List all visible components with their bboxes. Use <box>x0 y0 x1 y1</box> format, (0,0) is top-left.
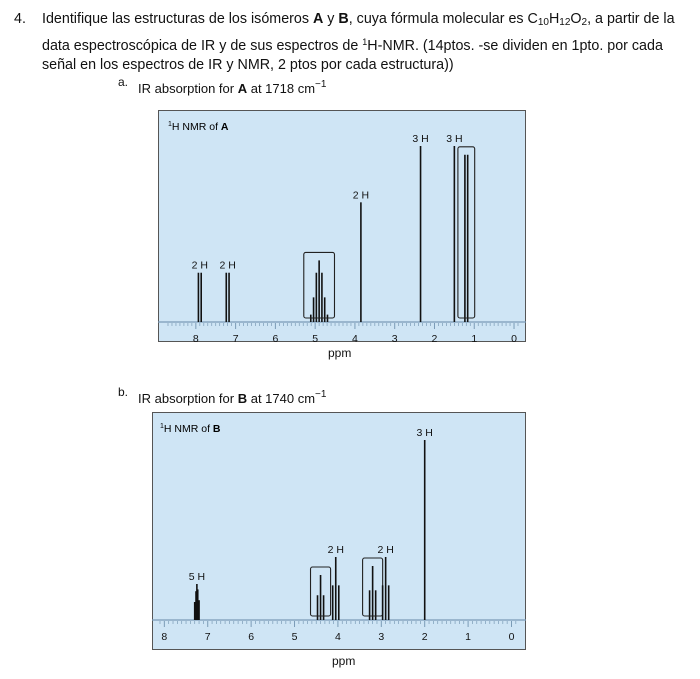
part-a-letter: a. <box>118 75 129 89</box>
tick-label: 3 <box>378 631 385 643</box>
integration-label: 2 H <box>352 189 370 202</box>
plot-b-title: $^1$H NMR of B <box>160 423 221 435</box>
part-b-letter: b. <box>118 385 129 399</box>
tick-label: 5 <box>291 631 298 643</box>
tick-label: 0 <box>508 631 515 643</box>
integration-label: 5 H <box>188 571 206 583</box>
question-number: 4. <box>14 11 26 27</box>
tick-label: 2 <box>421 631 428 643</box>
tick-label: 5 <box>312 333 319 342</box>
tick-label: 1 <box>465 631 472 643</box>
part-a-ir-text: IR absorption for A at 1718 $cm^{-1}$ <box>138 79 327 96</box>
integration-label: 2 H <box>377 544 394 556</box>
tick-label: 2 <box>431 333 438 342</box>
tick-label: 0 <box>511 333 517 342</box>
tick-label: 3 <box>391 333 398 342</box>
plot-a-xlabel: ppm <box>328 346 352 360</box>
question-text: Identifique las estructuras de los isómeros A y B, cuya fórmula molecular es $C_{10}H_{12}O_2$, a partir de la data espectroscópica de IR y de sus espectros de $^1$H-NMR. (14ptos. -se dividen en 1pto. por cada señal en los espectros de IR y NMR, 2 ptos por cada estructura)) <box>42 11 675 73</box>
integration-label: 3 H <box>412 133 429 145</box>
nmr-spectrum-a <box>158 110 526 360</box>
plot-a-background <box>159 111 526 342</box>
part-b-ir-text: IR absorption for B at 1740 $cm^{-1}$ <box>138 389 327 406</box>
integration-label: 2 H <box>191 259 208 272</box>
tick-label: 7 <box>232 333 239 342</box>
integration-label: 3 H <box>446 133 463 145</box>
nmr-plot-a <box>158 110 526 342</box>
plot-b-xlabel: ppm <box>332 654 356 668</box>
integration-label: 2 H <box>219 259 236 272</box>
nmr-spectrum-b <box>152 412 526 668</box>
tick-label: 8 <box>192 333 199 342</box>
tick-label: 8 <box>161 631 168 643</box>
tick-label: 4 <box>352 333 358 342</box>
tick-label: 6 <box>248 631 255 643</box>
tick-label: 6 <box>272 333 279 342</box>
nmr-plot-b <box>152 412 526 650</box>
plot-a-title: $^1$H NMR of A <box>168 121 229 133</box>
integration-label: 3 H <box>416 427 433 439</box>
integration-label: 2 H <box>327 544 344 556</box>
tick-label: 1 <box>471 333 478 342</box>
tick-label: 4 <box>334 631 341 643</box>
tick-label: 7 <box>204 631 211 643</box>
